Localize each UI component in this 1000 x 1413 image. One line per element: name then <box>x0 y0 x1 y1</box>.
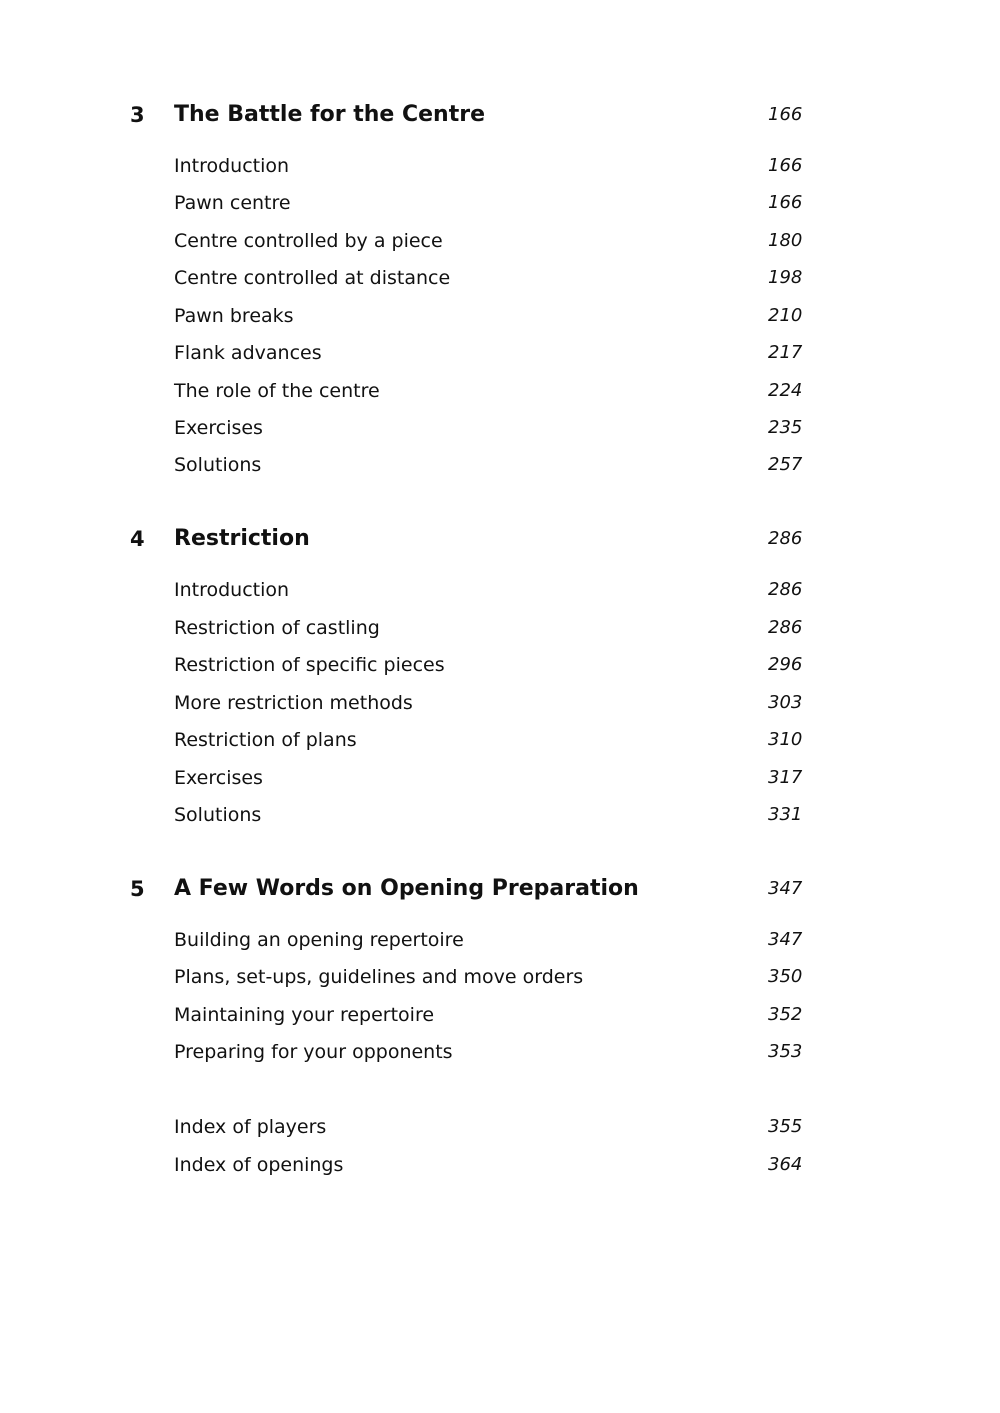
entry-title: Solutions <box>174 804 262 826</box>
entry-page-number: 180 <box>768 230 803 251</box>
chapter-title: Restriction <box>174 526 310 551</box>
index-page-number: 364 <box>768 1154 803 1175</box>
entry-page-number: 317 <box>768 767 803 788</box>
toc-entry <box>0 725 1000 755</box>
entry-title: Solutions <box>174 454 262 476</box>
chapter-number: 5 <box>130 877 145 901</box>
entry-title: Centre controlled by a piece <box>174 230 443 252</box>
entry-page-number: 310 <box>768 729 803 750</box>
entry-title: Exercises <box>174 417 263 439</box>
toc-entry <box>0 338 1000 368</box>
entry-page-number: 224 <box>768 380 803 401</box>
entry-page-number: 210 <box>768 305 803 326</box>
chapter-page-number: 347 <box>768 878 803 899</box>
entry-title: Maintaining your repertoire <box>174 1004 435 1026</box>
entry-page-number: 331 <box>768 804 803 825</box>
toc-entry <box>0 575 1000 605</box>
entry-page-number: 347 <box>768 929 803 950</box>
entry-title: Introduction <box>174 579 290 601</box>
chapter-number: 3 <box>130 103 145 127</box>
toc-entry <box>0 226 1000 256</box>
entry-page-number: 235 <box>768 417 803 438</box>
index-title: Index of openings <box>174 1154 344 1176</box>
entry-title: The role of the centre <box>174 380 380 402</box>
entry-title: Restriction of plans <box>174 729 357 751</box>
entry-title: More restriction methods <box>174 692 413 714</box>
chapter-page-number: 286 <box>768 528 803 549</box>
entry-title: Flank advances <box>174 342 322 364</box>
entry-title: Plans, set-ups, guidelines and move orders <box>174 966 584 988</box>
index-title: Index of players <box>174 1116 327 1138</box>
entry-title: Centre controlled at distance <box>174 267 451 289</box>
chapter-number: 4 <box>130 527 145 551</box>
entry-page-number: 166 <box>768 155 803 176</box>
entry-page-number: 198 <box>768 267 803 288</box>
toc-entry <box>0 263 1000 293</box>
entry-page-number: 286 <box>768 579 803 600</box>
chapter-heading <box>0 524 1000 554</box>
entry-title: Pawn breaks <box>174 305 294 327</box>
toc-entry <box>0 151 1000 181</box>
toc-entry <box>0 650 1000 680</box>
entry-title: Pawn centre <box>174 192 291 214</box>
entry-title: Exercises <box>174 767 263 789</box>
index-entry <box>0 1112 1000 1142</box>
index-page-number: 355 <box>768 1116 803 1137</box>
toc-entry <box>0 763 1000 793</box>
toc-entry <box>0 962 1000 992</box>
entry-page-number: 350 <box>768 966 803 987</box>
entry-title: Restriction of castling <box>174 617 380 639</box>
entry-title: Restriction of specific pieces <box>174 654 445 676</box>
entry-title: Introduction <box>174 155 290 177</box>
entry-page-number: 217 <box>768 342 803 363</box>
entry-page-number: 303 <box>768 692 803 713</box>
entry-title: Preparing for your opponents <box>174 1041 453 1063</box>
toc-entry <box>0 450 1000 480</box>
entry-page-number: 257 <box>768 454 803 475</box>
entry-page-number: 353 <box>768 1041 803 1062</box>
toc-entry <box>0 688 1000 718</box>
chapter-heading <box>0 874 1000 904</box>
toc-entry <box>0 925 1000 955</box>
toc-entry <box>0 800 1000 830</box>
chapter-page-number: 166 <box>768 104 803 125</box>
toc-entry <box>0 413 1000 443</box>
entry-page-number: 166 <box>768 192 803 213</box>
toc-entry <box>0 188 1000 218</box>
toc-entry <box>0 1000 1000 1030</box>
toc-entry <box>0 301 1000 331</box>
chapter-title: A Few Words on Opening Preparation <box>174 876 639 901</box>
toc-entry <box>0 1037 1000 1067</box>
entry-title: Building an opening repertoire <box>174 929 464 951</box>
chapter-title: The Battle for the Centre <box>174 102 485 127</box>
entry-page-number: 352 <box>768 1004 803 1025</box>
toc-entry <box>0 376 1000 406</box>
index-entry <box>0 1150 1000 1180</box>
entry-page-number: 286 <box>768 617 803 638</box>
entry-page-number: 296 <box>768 654 803 675</box>
chapter-heading <box>0 100 1000 130</box>
toc-entry <box>0 613 1000 643</box>
